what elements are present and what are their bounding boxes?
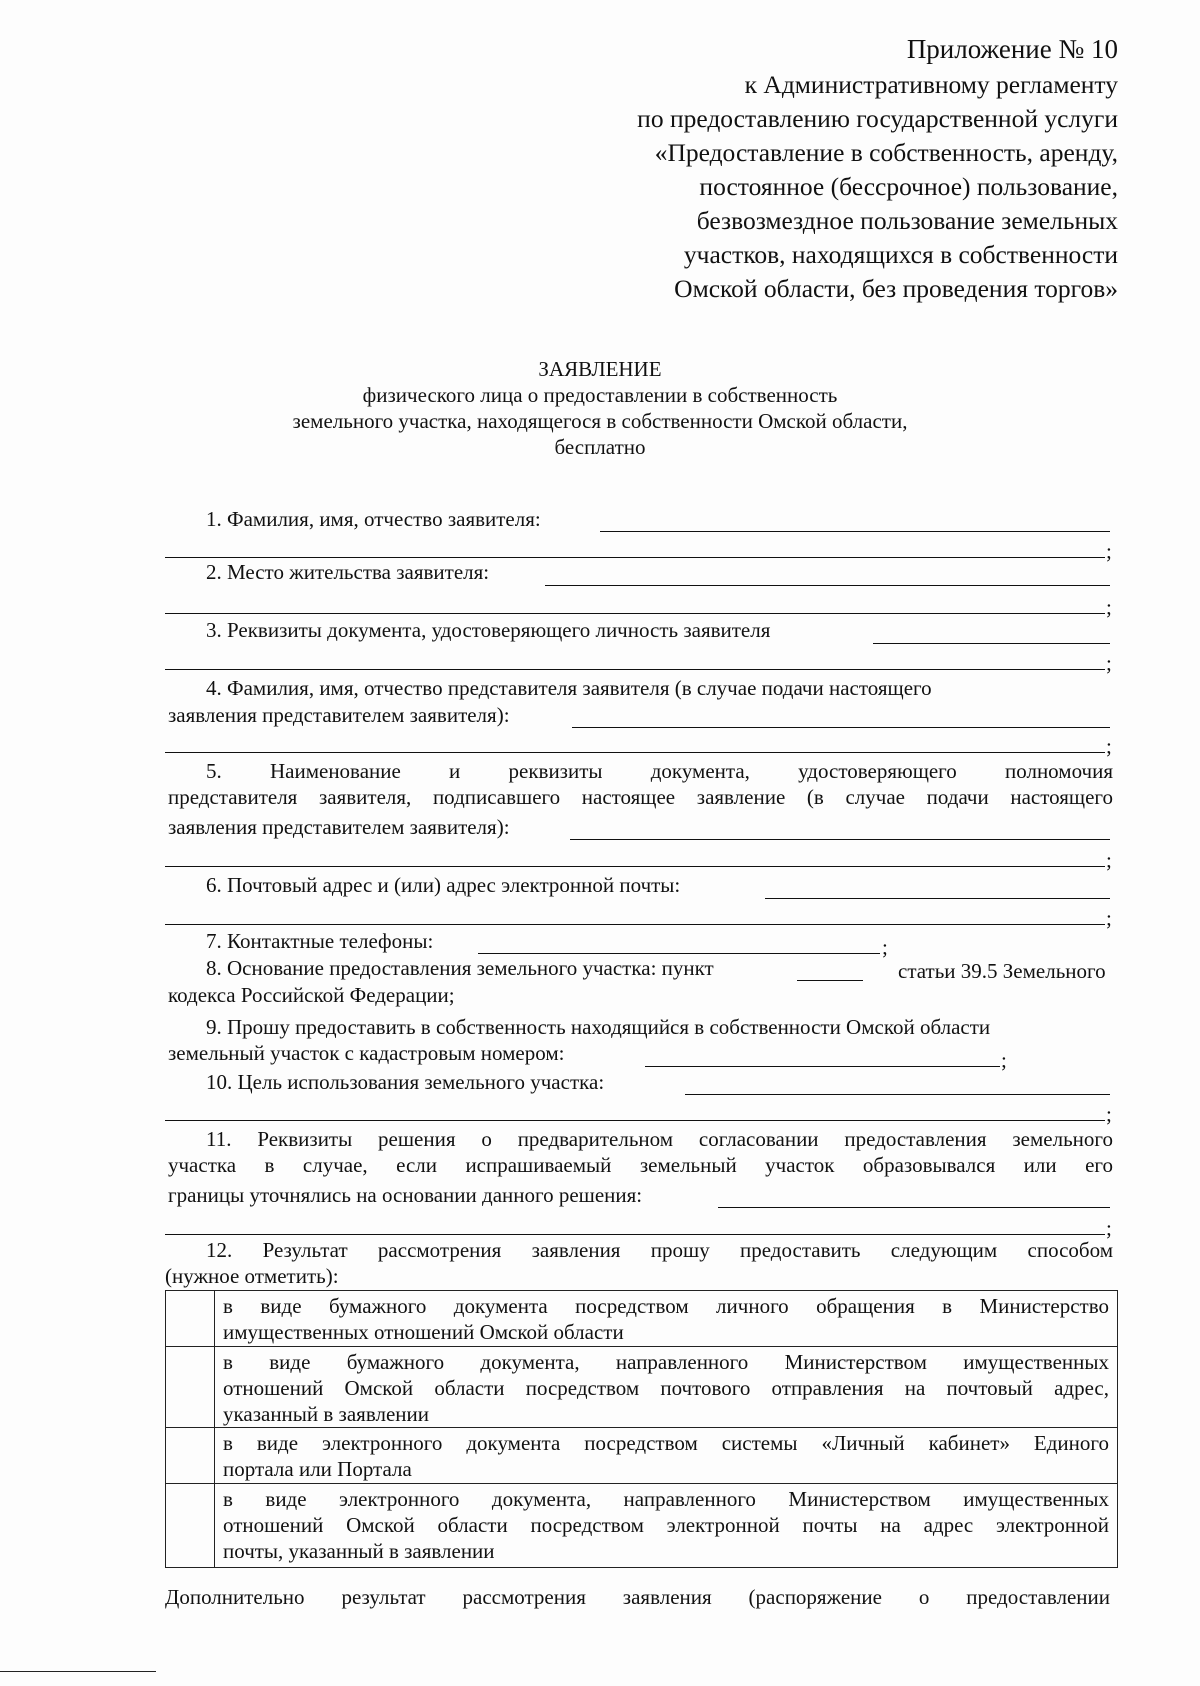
title-subtitle: бесплатно bbox=[554, 435, 646, 459]
input-line-representative-2[interactable] bbox=[165, 752, 1105, 753]
field-label-preliminary-approval bbox=[168, 1126, 1113, 1178]
option-text-line: в виде бумажного документа, направленного Министерством имущественных bbox=[223, 1350, 1109, 1374]
header-line: к Административному регламенту bbox=[744, 70, 1118, 99]
field-text-line: представителя заявителя, подписавшего настоящее заявление (в случае подачи настоящего bbox=[168, 785, 1113, 809]
input-line-applicant-name[interactable] bbox=[600, 531, 1110, 532]
header-line: Приложение № 10 bbox=[906, 34, 1118, 64]
result-method-options bbox=[165, 1290, 1118, 1568]
semicolon: ; bbox=[1001, 1048, 1007, 1072]
option-text bbox=[215, 1484, 1118, 1568]
input-line-land-use-purpose-2[interactable] bbox=[165, 1120, 1105, 1121]
appendix-header bbox=[498, 30, 1118, 306]
option-checkbox[interactable] bbox=[166, 1347, 215, 1428]
option-text bbox=[215, 1428, 1118, 1484]
field-text-line: 5. Наименование и реквизиты документа, удостоверяющего полномочия bbox=[206, 759, 1113, 783]
option-checkbox[interactable] bbox=[166, 1428, 215, 1484]
header-line: «Предоставление в собственность, аренду, bbox=[654, 138, 1118, 167]
field-label-applicant-name: 1. Фамилия, имя, отчество заявителя: bbox=[206, 507, 541, 531]
field-label-representative-cont: заявления представителем заявителя): bbox=[168, 703, 510, 727]
option-text-line: в виде электронного документа посредством системы «Личный кабинет» Единого bbox=[223, 1431, 1109, 1455]
field-label-cadastral: 9. Прошу предоставить в собственность находящийся в собственности Омской области bbox=[206, 1015, 991, 1039]
input-line-authority-document[interactable] bbox=[570, 839, 1110, 840]
option-text bbox=[215, 1347, 1118, 1428]
header-line: постоянное (бессрочное) пользование, bbox=[699, 172, 1118, 201]
option-text-line: отношений Омской области посредством почтового отправления на почтовый адрес, bbox=[223, 1376, 1109, 1400]
option-row bbox=[166, 1291, 1118, 1347]
field-label-result-method bbox=[168, 1237, 1113, 1263]
option-text bbox=[215, 1291, 1118, 1347]
field-text-line: 11. Реквизиты решения о предварительном согласовании предоставления земельного bbox=[206, 1127, 1113, 1151]
semicolon: ; bbox=[1106, 734, 1112, 758]
semicolon: ; bbox=[1106, 539, 1112, 563]
header-line: участков, находящихся в собственности bbox=[683, 240, 1118, 269]
field-label-basis-cont: кодекса Российской Федерации; bbox=[168, 983, 455, 1007]
input-line-basis-point[interactable] bbox=[797, 980, 863, 981]
page-footer-rule bbox=[0, 1671, 156, 1672]
option-text-line: отношений Омской области посредством электронной почты на адрес электронной bbox=[223, 1513, 1109, 1537]
option-row bbox=[166, 1428, 1118, 1484]
semicolon: ; bbox=[882, 935, 888, 959]
semicolon: ; bbox=[1106, 848, 1112, 872]
option-text-line: в виде электронного документа, направленного Министерством имущественных bbox=[223, 1487, 1109, 1511]
input-line-postal-email[interactable] bbox=[765, 898, 1110, 899]
field-label-preliminary-approval-cont: границы уточнялись на основании данного решения: bbox=[168, 1183, 643, 1207]
semicolon: ; bbox=[1106, 595, 1112, 619]
field-label-authority-document bbox=[168, 758, 1113, 810]
option-text-line: портала или Портала bbox=[223, 1457, 412, 1481]
field-label-basis-article: статьи 39.5 Земельного bbox=[898, 959, 1106, 983]
input-line-land-use-purpose[interactable] bbox=[685, 1094, 1110, 1095]
input-line-applicant-name-2[interactable] bbox=[165, 557, 1105, 558]
field-label-result-method-cont: (нужное отметить): bbox=[165, 1264, 339, 1288]
semicolon: ; bbox=[1106, 906, 1112, 930]
semicolon: ; bbox=[1106, 1216, 1112, 1240]
input-line-phones[interactable] bbox=[478, 953, 880, 954]
field-label-basis: 8. Основание предоставления земельного участка: пункт bbox=[206, 956, 714, 980]
option-text-line: имущественных отношений Омской области bbox=[223, 1320, 624, 1344]
field-text-line: 12. Результат рассмотрения заявления прошу предоставить следующим способом bbox=[206, 1238, 1113, 1262]
input-line-postal-email-2[interactable] bbox=[165, 924, 1105, 925]
field-text-line: участка в случае, если испрашиваемый земельный участок образовывался или его bbox=[168, 1153, 1113, 1177]
input-line-preliminary-approval-2[interactable] bbox=[165, 1234, 1105, 1235]
option-row bbox=[166, 1347, 1118, 1428]
option-text-line: указанный в заявлении bbox=[223, 1402, 429, 1426]
input-line-representative[interactable] bbox=[572, 727, 1110, 728]
input-line-residence[interactable] bbox=[545, 585, 1110, 586]
input-line-preliminary-approval[interactable] bbox=[718, 1207, 1110, 1208]
semicolon: ; bbox=[1106, 651, 1112, 675]
field-label-land-use-purpose: 10. Цель использования земельного участка: bbox=[206, 1070, 605, 1094]
option-row bbox=[166, 1484, 1118, 1568]
field-label-authority-cont: заявления представителем заявителя): bbox=[168, 815, 510, 839]
additional-result-text: Дополнительно результат рассмотрения заявления (распоряжение о предоставлении bbox=[165, 1585, 1110, 1609]
input-line-id-document-2[interactable] bbox=[165, 669, 1105, 670]
option-checkbox[interactable] bbox=[166, 1484, 215, 1568]
document-title bbox=[0, 356, 1200, 460]
option-text-line: в виде бумажного документа посредством личного обращения в Министерство bbox=[223, 1294, 1109, 1318]
option-text-line: почты, указанный в заявлении bbox=[223, 1539, 495, 1563]
title-subtitle: земельного участка, находящегося в собственности Омской области, bbox=[292, 409, 908, 433]
input-line-cadastral-number[interactable] bbox=[645, 1066, 1000, 1067]
field-label-cadastral-cont: земельный участок с кадастровым номером: bbox=[168, 1041, 565, 1065]
input-line-authority-document-2[interactable] bbox=[165, 866, 1105, 867]
title-subtitle: физического лица о предоставлении в собственность bbox=[362, 383, 838, 407]
input-line-id-document[interactable] bbox=[873, 643, 1110, 644]
title-heading: ЗАЯВЛЕНИЕ bbox=[538, 357, 662, 381]
header-line: безвозмездное пользование земельных bbox=[696, 206, 1118, 235]
field-label-postal-email: 6. Почтовый адрес и (или) адрес электронной почты: bbox=[206, 873, 681, 897]
option-checkbox[interactable] bbox=[166, 1291, 215, 1347]
field-label-residence: 2. Место жительства заявителя: bbox=[206, 560, 490, 584]
field-label-phones: 7. Контактные телефоны: bbox=[206, 929, 434, 953]
field-label-representative: 4. Фамилия, имя, отчество представителя заявителя (в случае подачи настоящего bbox=[206, 676, 932, 700]
header-line: Омской области, без проведения торгов» bbox=[674, 274, 1118, 303]
semicolon: ; bbox=[1106, 1102, 1112, 1126]
input-line-residence-2[interactable] bbox=[165, 613, 1105, 614]
header-line: по предоставлению государственной услуги bbox=[637, 104, 1118, 133]
field-label-id-document: 3. Реквизиты документа, удостоверяющего личность заявителя bbox=[206, 618, 771, 642]
